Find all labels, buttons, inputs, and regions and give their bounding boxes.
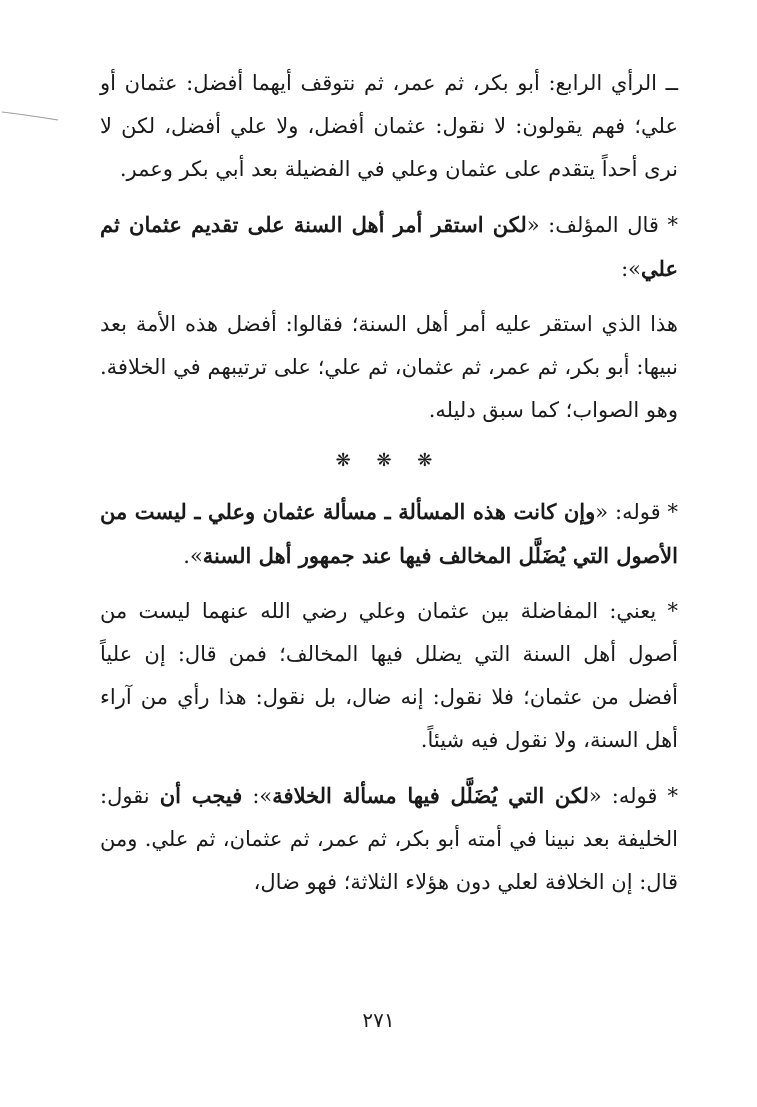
paragraph-rest: نقول: الخليفة بعد نبينا في أمته أبو بكر، ثم عمر، ثم عثمان، ثم علي. ومن قال: إن الخلافة لعلي دون هؤلاء الثلاثة؛ فهو ضال، <box>100 784 678 894</box>
paragraph-author-quote-2 <box>100 490 678 578</box>
quote-suffix: »: <box>242 784 273 808</box>
quote-prefix: * قال المؤلف: « <box>526 213 678 237</box>
section-separator: ❋ ❋ ❋ <box>335 450 443 471</box>
quote-prefix: * قوله: « <box>595 500 678 524</box>
bold-continuation: فيجب أن <box>159 783 243 808</box>
quote-suffix: »: <box>621 257 641 281</box>
page-number: ٢٧١ <box>362 1008 395 1032</box>
paragraph-explanation-2: * يعني: المفاضلة بين عثمان وعلي رضي الله عنهما ليست من أصول أهل السنة التي يضلل فيها المخالف؛ فمن قال: إن علياً أفضل من عثمان؛ فلا نقول: إنه ضال، بل نقول: هذا رأي من آراء أهل السنة، ولا نقول فيه شيئاً. <box>100 599 678 752</box>
quoted-text: لكن استقر أمر أهل السنة على تقديم عثمان ثم علي <box>100 212 678 281</box>
quoted-text: لكن التي يُضَلَّل فيها مسألة الخلافة <box>272 783 589 808</box>
paragraph-explanation-1: هذا الذي استقر عليه أمر أهل السنة؛ فقالوا: أفضل هذه الأمة بعد نبيها: أبو بكر، ثم عمر، ثم عثمان، ثم علي؛ على ترتيبهم في الخلافة. وهو الصواب؛ كما سبق دليله. <box>100 312 678 422</box>
quote-suffix: ». <box>183 544 203 568</box>
quote-prefix: * قوله: « <box>588 784 679 808</box>
paragraph-author-quote-1 <box>100 203 678 291</box>
quoted-text: وإن كانت هذه المسألة ـ مسألة عثمان وعلي ـ ليست من الأصول التي يُضَلَّل المخالف فيها عند جمهور أهل السنة <box>100 499 678 568</box>
paragraph-author-quote-3 <box>100 774 678 904</box>
scan-artifact-mark <box>0 108 60 122</box>
page-body <box>100 62 678 916</box>
paragraph-opinion-four: ــ الرأي الرابع: أبو بكر، ثم عمر، ثم نتوقف أيهما أفضل: عثمان أو علي؛ فهم يقولون: لا نقول: عثمان أفضل، ولا علي أفضل، لكن لا نرى أحداً يتقدم على عثمان وعلي في الفضيلة بعد أبي بكر وعمر. <box>100 71 678 181</box>
